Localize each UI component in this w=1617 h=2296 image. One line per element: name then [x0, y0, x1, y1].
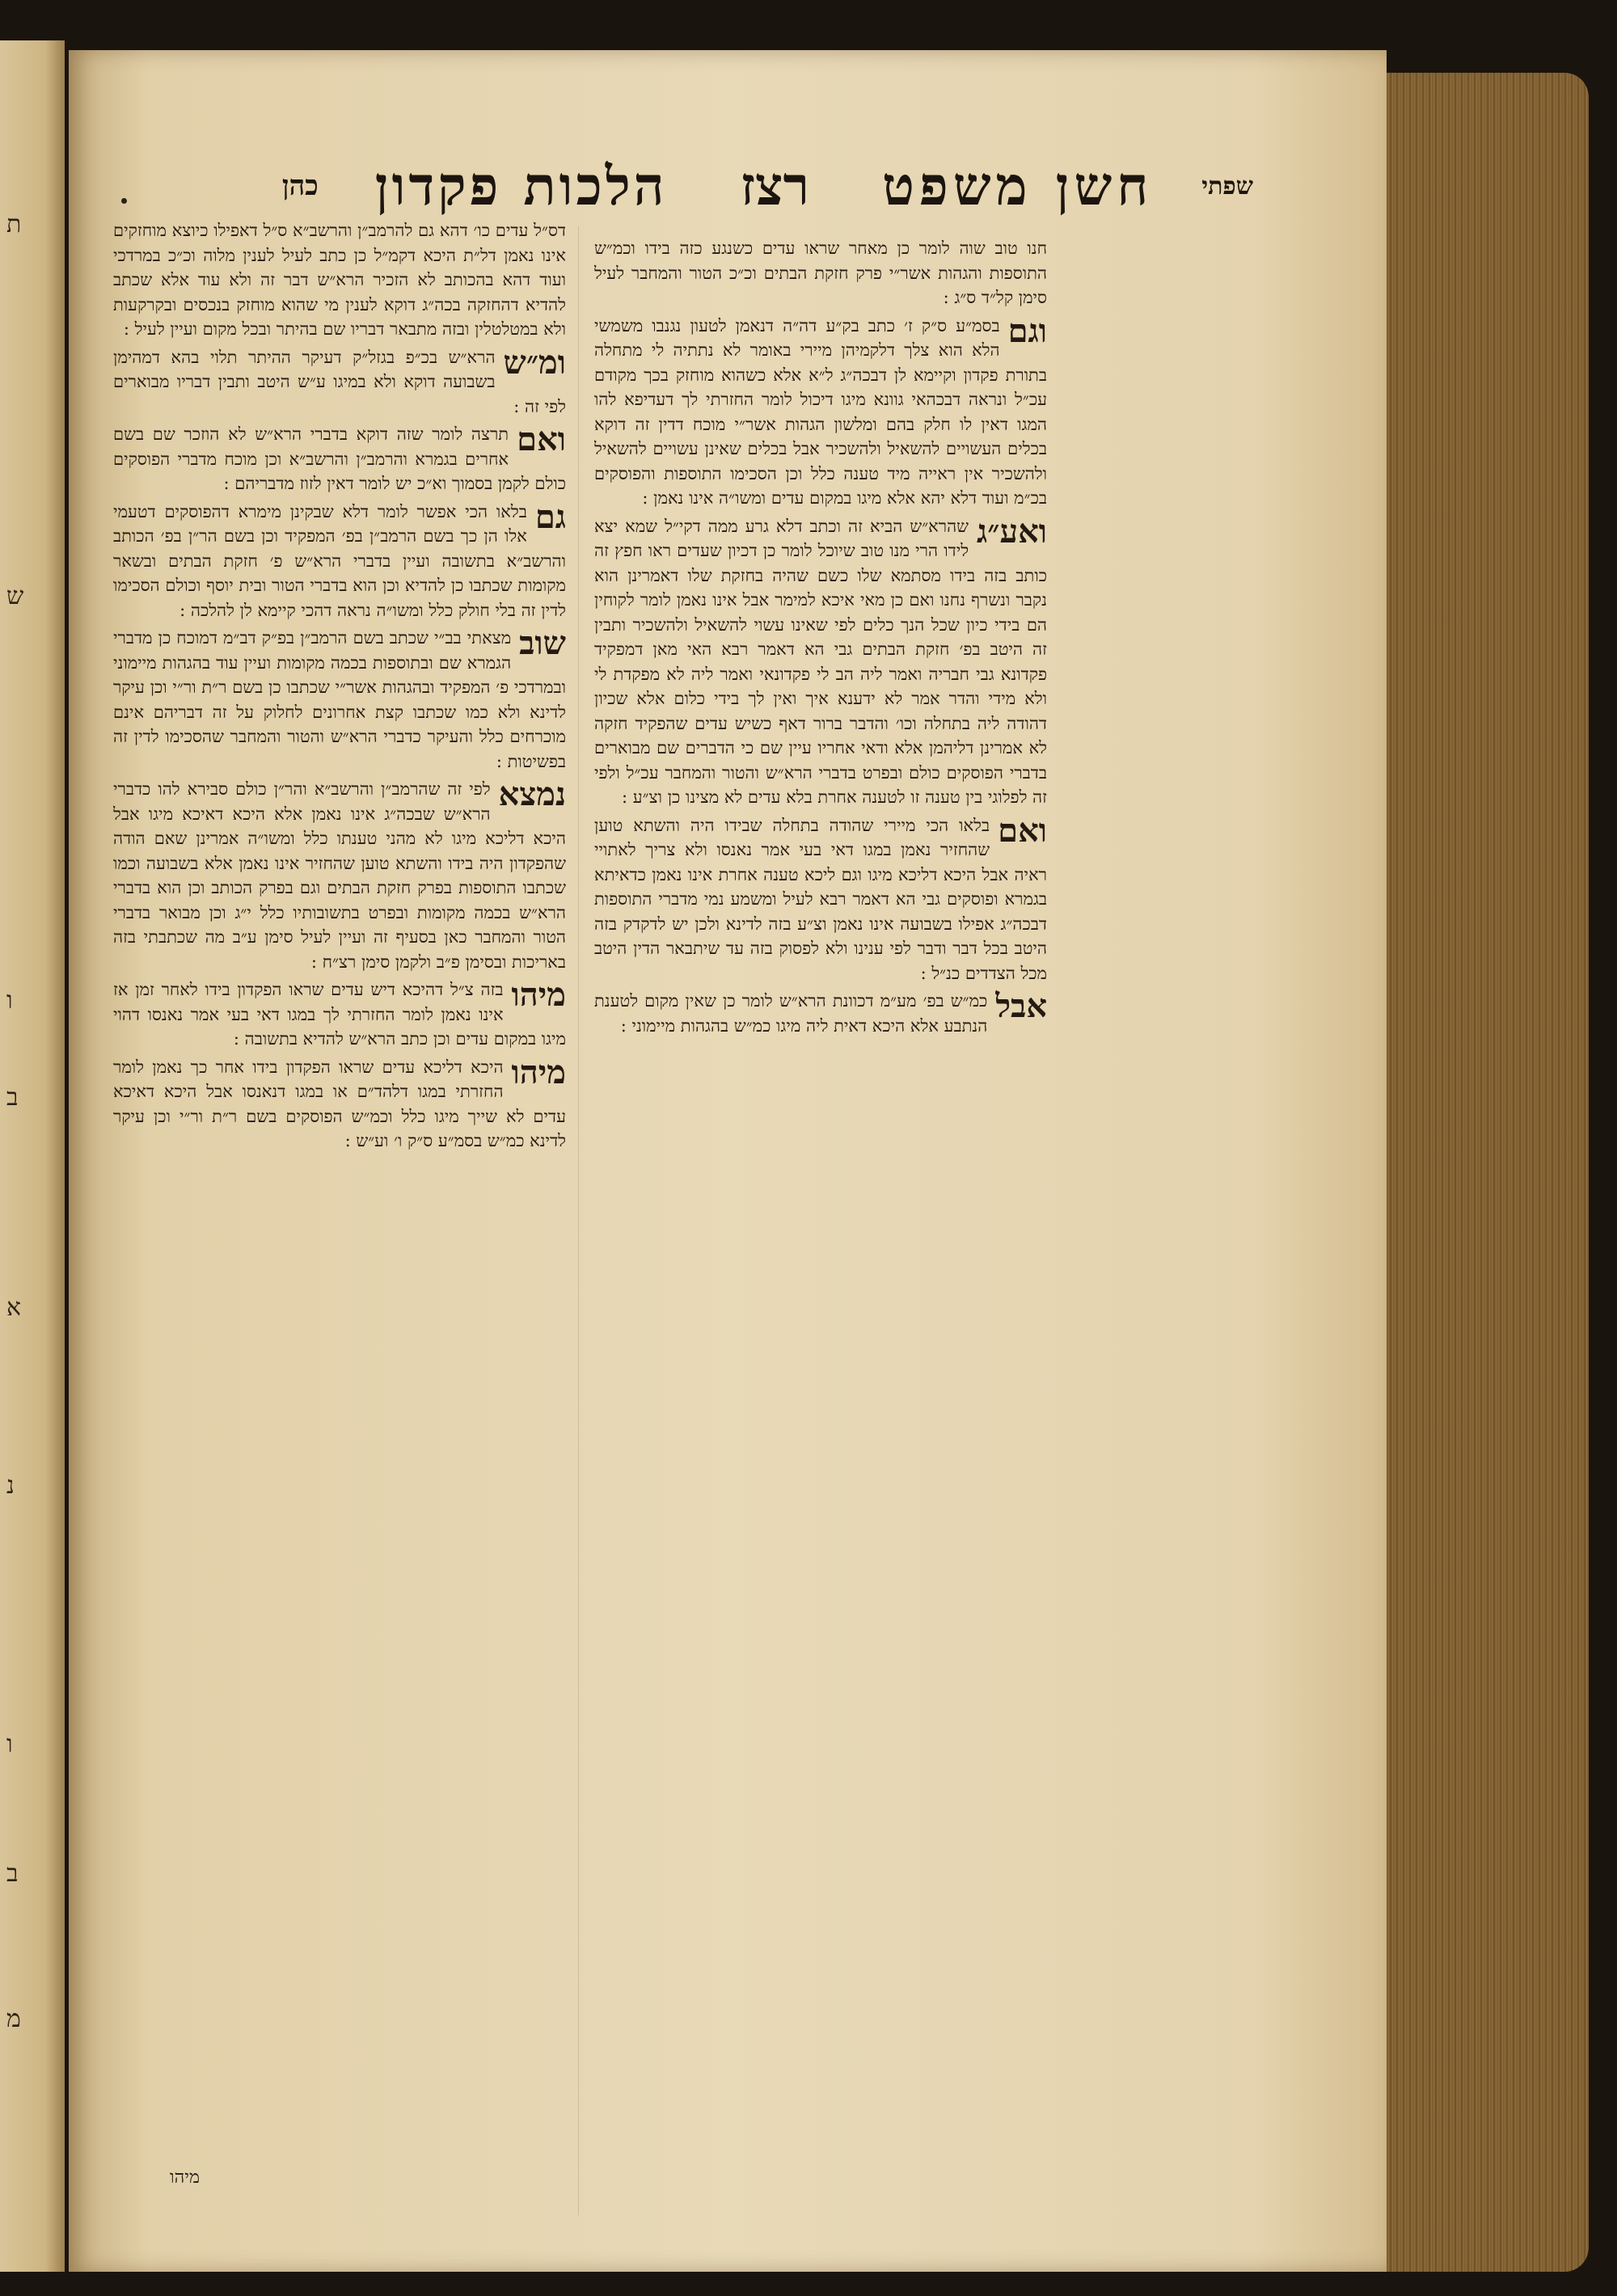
paragraph-text: חנו טוב שוה לומר כן מאחר שראו עדים כשנגע כזה בידו וכמ״ש התוספות והגהות אשר״י פרק חזקת הבתים וכ״כ הטור והמחבר לעיל סימן קל״ד ס״ג :	[594, 238, 1047, 307]
paragraph	[594, 989, 1047, 1038]
paragraph-text: שהרא״ש הביא זה וכתב דלא גרע ממה דקי״ל שמא יצא לידו הרי מנו טוב שיוכל לומר כן דכיון שעדים ראו חפץ זה כותב בזה בידו מסתמא שלו כשם שהיה בחזקת שלו דאמרינן הוא נקבר ונשרף נחנו ואם כן מאי איכא למימר אבל אינו נאמן לומר לקוחין הם בידי כיון שכל הנך כלים לפי שאינו עשוי להשאיל ולהשכיר ותבין זה היטב בפ׳ חזקת הבתים גבי הא דאמר רבא האי מאן דמפקיד פקדונא גבי חבריה ואמר ליה הב לי פקדונאי ואמר ליה לא מפקדת לי ולא מידי והדר אמר לא ידענא איך ואין לך בידי כלום אלא שכיון דהודה ליה בתחלה וכו׳ והדבר ברור דאף כשיש עדים שהפקיד חזקה לא אמרינן דליהמן אלא ודאי אחריו עיין שם כי הדברים שם מבוארים בדברי הפוסקים כולם ובפרט בדברי הרא״ש והטור והמחבר עכ״ל ולפי זה לפלוגי בין טענה זו לטענה אחרת בלא עדים לא מצינו כן וצ״ע :	[594, 516, 1047, 807]
paragraph	[113, 422, 566, 496]
paragraph-lead-word: נמצא	[498, 775, 566, 813]
catchword: מיהו	[170, 2167, 201, 2188]
paragraph-lead-word: ואם	[517, 420, 566, 458]
paragraph-text: בזה צ״ל דהיכא דיש עדים שראו הפקדון בידו לאחר זמן אז אינו נאמן לומר החזרתי לך במגו דאי בעי אמר נאנסו דהוי מיגו במקום עדים וכן כתב הרא״ש להדיא בתשובה :	[113, 980, 566, 1049]
paragraph-text: כמ״ש בפ׳ מע״מ דכוונת הרא״ש לומר כן שאין מקום לטענת הנתבע אלא היכא דאית ליה מיגו כמ״ש בהגהות מיימוני :	[594, 991, 988, 1036]
column-divider	[578, 226, 579, 2215]
paragraph-lead-word: מיהו	[511, 1053, 566, 1091]
paragraph	[594, 311, 1047, 511]
paragraph-lead-word: אבל	[995, 987, 1047, 1025]
paragraph	[113, 777, 566, 974]
paragraph	[594, 813, 1047, 986]
siman-number: כהן	[281, 170, 319, 202]
left-column	[113, 218, 566, 2199]
paragraph-text: היכא דליכא עדים שראו הפקדון בידו אחר כך נאמן לומר החזרתי במגו דלהד״ם או במגו דנאנסו אבל היכא דאיכא עדים לא שייך מיגו כלל וכמ״ש הפוסקים בשם ר״ת ור״י וכן עיקר לדינא כמ״ש בסמ״ע ס״ק ו׳ וע״ש :	[113, 1057, 566, 1150]
paragraph-lead-word: שוב	[519, 624, 566, 662]
paragraph	[113, 1055, 566, 1154]
paragraph-text: הרא״ש בכ״פ בגזל״ק דעיקר ההיתר תלוי בהא דמהימן בשבועה דוקא ולא במיגו ע״ש היטב ותבין דבריו מבוארים לפי זה :	[113, 347, 566, 416]
running-head-title: חשן משפט	[882, 154, 1154, 217]
previous-page-margin-letter: נ	[6, 1471, 15, 1500]
previous-page-margin-letter: ב	[6, 1083, 19, 1112]
paragraph-text: לפי זה שהרמב״ן והרשב״א והר״ן כולם סבירא להו כדברי הרא״ש שבכה״ג אינו נאמן אלא היכא דאיכא מיגו אבל היכא דליכא מיגו לא מהני טענתו כלל ומשו״ה אמרינן שאם הודה שהפקדון היה בידו והשתא טוען שהחזיר אינו נאמן אלא בשבועה וכמו שכתבו התוספות בפרק חזקת הבתים וגם בפרק הכותב וכן הוא בדברי הרא״ש בכמה מקומות ובפרט בתשובותיו כלל י״ג וכן מבואר בדברי הטור והמחבר כאן בסעיף זה ועיין לעיל סימן ע״ב מה שכתבתי בזה באריכות ובסימן פ״ב ולקמן סימן רצ״ח :	[113, 779, 566, 972]
paragraph-text: בסמ״ע ס״ק ז׳ כתב בק״ע דה״ה דנאמן לטעון נגנבו משמשי הלא הוא צלך דלקמיהן מיירי באומר לא נתתיה לי מתחלה בתורת פקדון וקיימא לן דבכה״ג ל״א אלא כשהוא מוחזק בכך מקודם עכ״ל ונראה דבכהאי גוונא מיגו דיכול לומר החזרתי לך דעדיפא להו המגו דאין לו חלק בהם ומלשון הגהות אשר״י מוכח דדין זה דוקא בכלים העשויים להשאיל ולהשכיר אבל בכלים שאינן עשויים להשאיל ולהשכיר אין ראייה מיד טענה כלל וכן הסכימו התוספות והפוסקים בכ״מ ועוד דלא יהא אלא מיגו במקום עדים ומשו״ה אינו נאמן :	[594, 315, 1047, 508]
paragraph-text: דס״ל עדים כו׳ דהא גם להרמב״ן והרשב״א ס״ל דאפילו כיוצא מוחזקים אינו נאמן דל״ת היכא דקמ״ל כן כתב לעיל לענין מלוה וכ״כ במרדכי ועוד דהא בהכותב לא הזכיר הרא״ש דבר זה ולא עוד אלא שכתב להדיא דהחזקה בכה״ג דוקא לענין מי שהוא מוחזק בנכסים ובקרקעות ולא במטלטלין ובזה מתבאר דבריו שם בהיתר ובכל מקום ועיין לעיל :	[113, 221, 566, 339]
previous-page-margin-letter: ב	[6, 1859, 19, 1888]
previous-page-margin-letter: ש	[6, 582, 24, 610]
paragraph-lead-word: מיהו	[511, 976, 566, 1014]
folio-number: רצז	[740, 154, 810, 217]
paragraph-lead-word: ואם	[998, 811, 1047, 850]
paragraph-lead-word: וגם	[1007, 311, 1047, 350]
ornament-dot	[121, 198, 127, 204]
running-head	[186, 150, 1253, 222]
paragraph-lead-word: גם	[534, 497, 566, 536]
paragraph-text: בלאו הכי מיירי שהודה בתחלה שבידו היה והשתא טוען שהחזיר נאמן במגו דאי בעי אמר נאנסו ולא צריך לאתויי ראיה אבל היכא דליכא מיגו וגם ליכא טענה אחרת אינו נאמן כדאיתא בגמרא ופוסקים גבי הא דאמר רבא לעיל ומשמע נמי מדברי התוספות דבכה״ג אפילו בשבועה אינו נאמן וצ״ע בזה לדינא ולכן יש לדקדק בזה היטב בכל דבר ודבר לפי ענינו ולא לפסוק בזה עד שיתבאר הדין היטב מכל הצדדים כנ״ל :	[594, 815, 1047, 983]
previous-page-margin-letter: מ	[6, 2005, 21, 2033]
previous-page-margin-letter: ו	[6, 1730, 13, 1758]
paragraph	[113, 626, 566, 774]
running-head-section: הלכות פקדון	[374, 154, 668, 217]
previous-page-margin-letter: א	[6, 1294, 22, 1322]
paragraph	[594, 514, 1047, 810]
previous-page-edge	[0, 40, 65, 2272]
paragraph-lead-word: ומ״ש	[503, 343, 566, 382]
running-head-shefatai: שפתי	[1201, 171, 1253, 200]
paragraph	[113, 497, 566, 623]
right-column	[594, 236, 1047, 2152]
paragraph-lead-word: ואע״ג	[977, 512, 1047, 551]
previous-page-margin-letter: ת	[6, 210, 22, 238]
page-edges	[1387, 73, 1589, 2272]
paragraph	[113, 977, 566, 1052]
previous-page-margin-letter: ו	[6, 986, 13, 1015]
paragraph-text: תרצה לומר שזה דוקא בדברי הרא״ש לא הוזכר שם בשם אחרים בגמרא והרמב״ן והרשב״א וכן מוכח מדברי הפוסקים כולם לקמן בסמוך וא״כ יש לומר דאין לזוז מדבריהם :	[113, 424, 566, 493]
paragraph-text: מצאתי בב״י שכתב בשם הרמב״ן בפ״ק דב״מ דמוכח כן מדברי הגמרא שם ובתוספות בכמה מקומות ועיין עוד בהגהות מיימוני ובמרדכי פ׳ המפקיד ובהגהות אשר״י שכתבו כן בשם ר״ת ור״י וכן עיקר לדינא ולא כמו שכתבו קצת אחרונים לחלוק על זה דבריהם אינם מוכרחים כלל והעיקר כדברי הרא״ש והטור והמחבר שהסכימו לדין זה בפשיטות :	[113, 628, 566, 771]
paragraph	[113, 218, 566, 342]
paragraph	[594, 236, 1047, 310]
paragraph-text: בלאו הכי אפשר לומר דלא שבקינן מימרא דהפוסקים דטעמי אלו הן כך בשם הרמב״ן בפ׳ המפקיד וכן בשם הר״ן בפ׳ הכותב והרשב״א בתשובה ועיין בדברי הרא״ש פ׳ חזקת הבתים ובשאר מקומות שכתבו כן להדיא וכן הוא בדברי הטור ובית יוסף וכולם הסכימו לדין זה בלי חולק כלל ומשו״ה נראה דהכי קיימא לן להלכה :	[113, 501, 566, 620]
paragraph	[113, 345, 566, 420]
